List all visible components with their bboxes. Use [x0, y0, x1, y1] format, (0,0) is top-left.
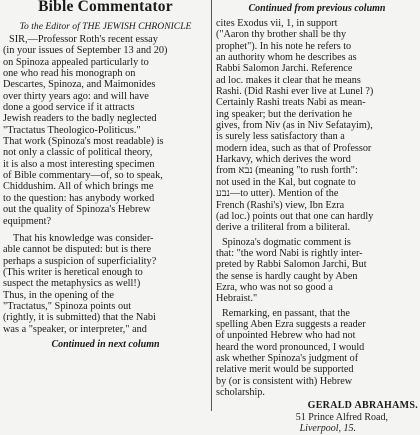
text-line: on Spinoza appealed particularly to: [3, 56, 149, 68]
text-line: (in your issues of September 13 and 20): [3, 45, 168, 57]
text-line: ing speaker; but the derivation he: [216, 108, 353, 120]
text-line: to the question: has anybody worked: [3, 192, 155, 204]
right-paragraph-1: [216, 18, 418, 234]
text-line: it is also a most interesting specimen: [3, 158, 155, 170]
text-line: over thirty years ago: and will have: [3, 90, 149, 102]
text-line: French (Rashi's) view, Ibn Ezra: [216, 199, 345, 211]
text-line: That work (Spinoza's most readable) is: [3, 136, 164, 148]
text-line: Chiddushim. All of which brings me: [3, 181, 154, 193]
text-line: Jewish readers to the badly neglected: [3, 113, 157, 125]
text-line: out the quality of Spinoza's Hebrew: [3, 204, 151, 216]
text-line: of Bible commentary—of, so to speak,: [3, 170, 163, 182]
text-line: Ezra, who was not so good a: [216, 281, 333, 293]
left-paragraph-1: [3, 34, 208, 227]
text-line: gives, from Niv (as in Niv Sefatayim),: [216, 120, 373, 132]
right-column: [216, 0, 418, 435]
text-line: Rabbi Salomon Jarchi. Reference: [216, 63, 353, 75]
article-headline: Bible Commentator: [38, 0, 173, 15]
text-line: That his knowledge was consider-: [13, 232, 154, 244]
text-line: able cannot be disputed: but is there: [3, 244, 152, 256]
left-paragraph-2: [3, 233, 208, 335]
to-editor-line: To the Editor of THE JEWISH CHRONICLE: [19, 21, 192, 32]
continued-next-label: Continued in next column: [51, 338, 160, 350]
text-line: perhaps a suspicion of superficiality?: [3, 255, 157, 267]
text-line: not only a classic of political theory,: [3, 147, 153, 159]
column-divider: [211, 0, 212, 411]
text-line: an authority whom he describes as: [216, 52, 357, 64]
text-line: ask whether Spinoza's judgment of: [216, 352, 359, 364]
text-line: suspect the metaphysics as well!): [3, 278, 141, 290]
text-line: "Tractatus," Spinoza points out: [3, 300, 132, 312]
text-line: the sense is hardly caught by Aben: [216, 270, 358, 282]
text-line: was a "speaker, or interpreter," and: [3, 323, 147, 335]
text-line: Harkavy, which derives the word: [216, 154, 351, 166]
text-line: from נבא (meaning "to rush forth":: [216, 165, 358, 177]
text-line: Thus, in the opening of the: [3, 289, 114, 301]
text-line: that: "the word Nabi is rightly inter-: [216, 247, 363, 259]
text-line: Descartes, Spinoza, and Maimonides: [3, 79, 156, 91]
signature-block: [216, 400, 418, 435]
text-line: ("Aaron thy brother shall be thy: [216, 29, 347, 41]
left-column: [3, 0, 208, 351]
signature-address: 51 Prince Alfred Road,: [295, 411, 388, 423]
text-line: not used in the Kal, but cognate to: [216, 176, 356, 188]
text-line: by (or is consistent with) Hebrew: [216, 375, 353, 387]
text-line: equipment?: [3, 215, 52, 227]
text-line: spelling Aben Ezra suggests a reader: [216, 318, 366, 330]
text-line: derive a triliteral from a biliteral.: [216, 222, 351, 234]
right-paragraph-3: [216, 308, 418, 399]
text-line: is surely less satisfactory than a: [216, 131, 345, 143]
text-line: Spinoza's dogmatic comment is: [222, 236, 351, 248]
text-line: heard the word pronounced, I would: [216, 341, 365, 353]
text-line: Rashi. (Did Rashi ever live at Lunel ?): [216, 86, 374, 98]
right-paragraph-2: [216, 237, 418, 305]
text-line: prophet"). In his note he refers to: [216, 40, 352, 52]
text-line: preted by Rabbi Salomon Jarchi, But: [216, 259, 367, 271]
text-line: (This writer is heretical enough to: [3, 266, 143, 278]
text-line: Hebraist.": [216, 293, 258, 305]
text-line: done a good service if it attracts: [3, 102, 135, 114]
text-line: cites Exodus vii, 1, in support: [216, 18, 338, 29]
text-line: relative merit would be supported: [216, 364, 354, 376]
text-line: of unpointed Hebrew who had not: [216, 330, 356, 342]
text-line: Remarking, en passant, that the: [222, 307, 350, 319]
text-line: SIR,—Professor Roth's recent essay: [9, 34, 158, 45]
text-line: scholarship.: [216, 387, 265, 398]
text-line: ad loc. makes it clear that he means: [216, 74, 361, 86]
signature-name: GERALD ABRAHAMS.: [307, 400, 418, 412]
text-line: (rightly, it is submitted) that the Nabi: [3, 312, 156, 324]
text-line: נבע—to utter). Mention of the: [216, 188, 339, 200]
text-line: "Tractatus Theologico-Politicus.": [3, 124, 141, 136]
text-line: one who read his monograph on: [3, 68, 136, 80]
signature-city: Liverpool, 15.: [299, 423, 356, 435]
text-line: modern idea, such as that of Professor: [216, 142, 372, 154]
continued-from-label: Continued from previous column: [248, 3, 386, 14]
text-line: Certainly Rashi treats Nabi as mean-: [216, 97, 366, 109]
text-line: (ad loc.) points out that one can hardly: [216, 210, 374, 222]
